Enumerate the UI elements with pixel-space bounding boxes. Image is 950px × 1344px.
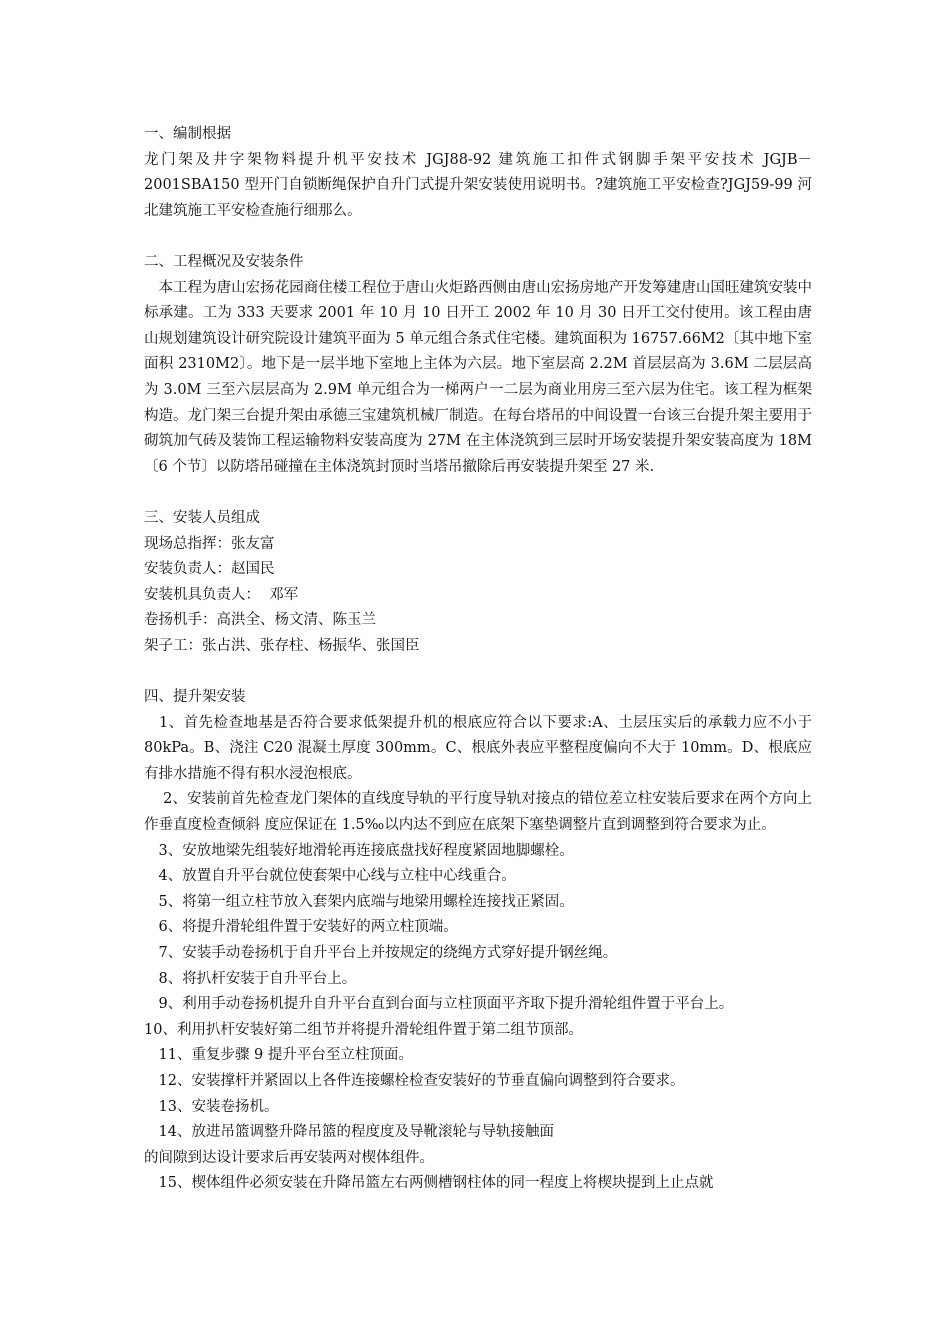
personnel-line: 现场总指挥：张友富 [144,535,275,552]
personnel-line: 卷扬机手：高洪全、杨文清、陈玉兰 [144,612,376,629]
step-item: 8、将扒杆安装于自升平台上。 [144,970,357,987]
personnel-line: 架子工：张占洪、张存柱、杨振华、张国臣 [144,637,420,654]
section-installation [144,685,812,1197]
blank-line [144,659,812,685]
section-heading: 二、工程概况及安装条件 [144,253,304,270]
personnel-line: 安装机具负责人： 邓军 [144,586,299,603]
section-overview [144,250,812,480]
section-body: 龙门架及井字架物料提升机平安技术 JGJ88-92 建筑施工扣件式钢脚手架平安技术 JGJB－2001SBA150 型开门自锁断绳保护自升门式提升架安装使用说明书。?建筑施工平安检查?JGJ59-99 河北建筑施工平安检查施行细那么。 [144,151,812,219]
step-item: 2、安装前首先检查龙门架体的直线度导轨的平行度导轨对接点的错位差立柱安装后要求在两个方向上作垂直度检查倾斜 度应保证在 1.5‰以内达不到应在底架下塞垫调整片直到调整到符合要求为止。 [144,791,812,834]
step-item: 13、安装卷扬机。 [144,1098,279,1115]
section-heading: 三、安装人员组成 [144,509,260,526]
section-personnel [144,506,812,660]
step-item: 12、安装撑杆并紧固以上各件连接螺栓检查安装好的节垂直偏向调整到符合要求。 [144,1072,685,1089]
step-item: 15、楔体组件必须安装在升降吊篮左右两侧槽钢柱体的同一程度上将楔块提到上止点就 [144,1175,714,1192]
document-page [144,122,812,1197]
blank-line [144,480,812,506]
step-item: 的间隙到达设计要求后再安装两对楔体组件。 [144,1149,434,1166]
section-basis [144,122,812,224]
blank-line [144,224,812,250]
section-body: 本工程为唐山宏扬花园商住楼工程位于唐山火炬路西侧由唐山宏扬房地产开发筹建唐山国旺建筑安装中标承建。工为 333 天要求 2001 年 10 月 10 日开工 2002 年 10 月 30 日开工交付使用。该工程由唐山规划建筑设计研究院设计建筑平面为 5 单元组合条式住宅楼。建筑面积为 16757.66M2〔其中地下室面积 2310M2〕。地下是一层半地下室地上主体为六层。地下室层高 2.2M 首层层高为 3.6M 二层层高为 3.0M 三至六层层高为 2.9M 单元组合为一梯两户一二层为商业用房三至六层为住宅。该工程为框架构造。龙门架三台提升架由承德三宝建筑机械厂制造。在每台塔吊的中间设置一台该三台提升架主要用于砌筑加气砖及装饰工程运输物料安装高度为 27M 在主体浇筑到三层时开场安装提升架安装高度为 18M〔6 个节〕以防塔吊碰撞在主体浇筑封顶时当塔吊撤除后再安装提升架至 27 米. [144,279,812,475]
step-item: 10、利用扒杆安装好第二组节并将提升滑轮组件置于第二组节顶部。 [144,1021,583,1038]
personnel-line: 安装负责人：赵国民 [144,561,275,578]
step-item: 14、放进吊篮调整升降吊篮的程度度及导靴滚轮与导轨接触面 [144,1124,554,1141]
step-item: 6、将提升滑轮组件置于安装好的两立柱顶端。 [144,919,458,936]
step-item: 5、将第一组立柱节放入套架内底端与地梁用螺栓连接找正紧固。 [144,893,574,910]
step-item: 1、首先检查地基是否符合要求低架提升机的根底应符合以下要求:A、土层压实后的承载力应不小于 80kPa。B、浇注 C20 混凝土厚度 300mm。C、根底外表应平整程度偏向不大于 10mm。D、根底应有排水措施不得有积水浸泡根底。 [144,714,812,782]
step-item: 11、重复步骤 9 提升平台至立柱顶面。 [144,1047,413,1064]
step-item: 7、安装手动卷扬机于自升平台上并按规定的绕绳方式穿好提升钢丝绳。 [144,945,618,961]
step-item: 3、安放地梁先组装好地滑轮再连接底盘找好程度紧固地脚螺栓。 [144,842,574,859]
step-item: 9、利用手动卷扬机提升自升平台直到台面与立柱顶面平齐取下提升滑轮组件置于平台上。 [144,996,734,1013]
section-heading: 一、编制根据 [144,126,231,142]
step-item: 4、放置自升平台就位使套架中心线与立柱中心线重合。 [144,868,516,885]
section-heading: 四、提升架安装 [144,689,246,706]
